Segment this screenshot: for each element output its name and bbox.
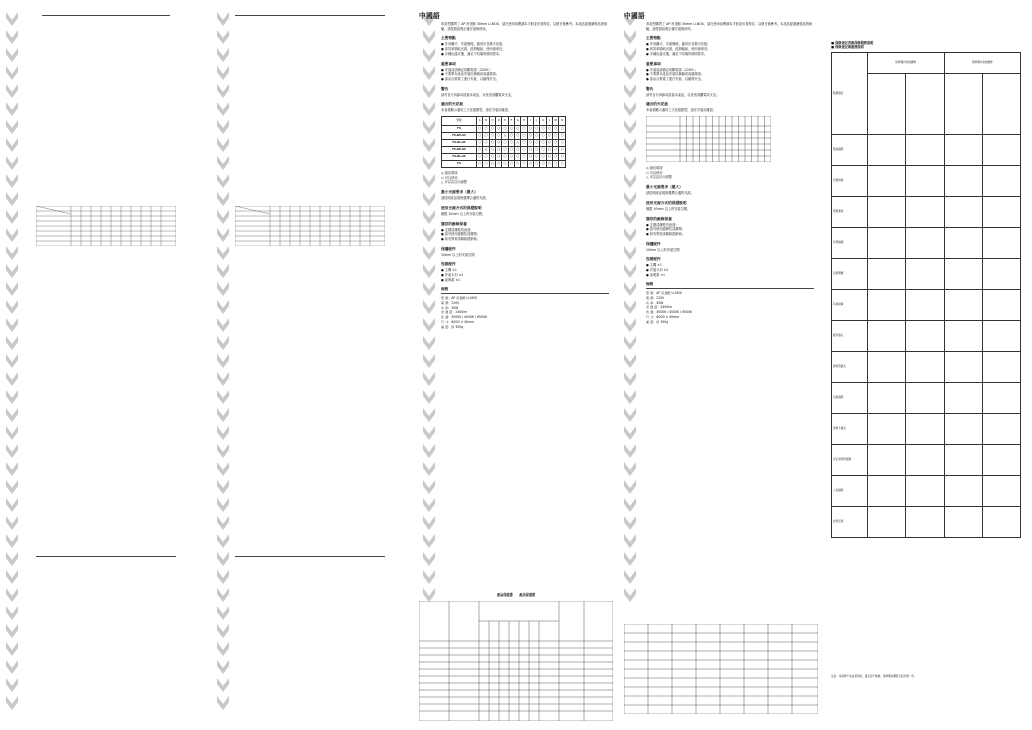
warranty-panel xyxy=(823,0,1032,730)
section-spec: 規格 型 號：AP 吊頂燈 Li-NOX 電 源：220V 功 率：30W 光 通 量：2400lm 色 溫：3000K / 4000K / 6500K 尺 寸：Φ200 × 40mm 重 量：約 350g xyxy=(441,287,609,329)
table-row: 燈具損壞 xyxy=(832,135,1021,166)
section-protection: 保護配件 10mm 以上的安裝空間 xyxy=(441,246,475,257)
language-header: 中國語 xyxy=(419,12,441,20)
table-row: 說明書遺失 xyxy=(832,352,1021,383)
section-warning: 警告 請勿自行拆卸或改裝本產品，以免造成觸電或火災。 xyxy=(441,86,515,97)
table-row: FS ○ ○ △ ○ ○ ○ ○ ○ ○ ○ ○ ○ ○ ○ xyxy=(442,161,566,168)
warranty-card-title: 產品保證書 產品保證書 xyxy=(496,593,536,597)
table-row: 光源故障 xyxy=(832,166,1021,197)
manual-body xyxy=(441,22,609,330)
table-row: 其他故障 xyxy=(832,290,1021,321)
section-ceiling: 適合的天花板 本表格顯示適用之天花板類型，請在安裝前確認。 xyxy=(441,102,512,113)
chevron-strip xyxy=(4,10,20,725)
bottom-rule xyxy=(235,556,385,557)
table-row: 配件遺失 xyxy=(832,321,1021,352)
warranty-title-2: ■ 保修登記與服務說明 xyxy=(831,44,864,49)
warranty-grid xyxy=(419,601,613,721)
table-row: 包裝損壞 xyxy=(832,383,1021,414)
section-min-light: 最小光源要求（最大） 請按照產品規格選擇合適的光源。 xyxy=(441,190,489,201)
spec-line: 光 通 量：2400lm xyxy=(441,310,468,315)
section-important: 重要事項 ● 安裝前請務必切斷電源（220V）； ● 不要將本產品安裝於潮濕或高溫環境； ● 請由合格電工進行安裝，以確保安全。 xyxy=(441,61,499,81)
compatibility-table xyxy=(441,116,566,168)
section-maintenance: 儲存的維修保養 ● 定期清潔燈具表面； ● 請勿使用腐蝕性清潔劑； ● 如有異常請聯絡經銷商。 xyxy=(441,221,480,241)
table-row: 非正常使用損壞 xyxy=(832,445,1021,476)
legend-notes: ◎ 最佳環境 ○ 可以使用 △ 可以由自行調整 xyxy=(441,171,467,185)
section-features: 主要特點 ● 外形纖巧、安裝簡便，適用於各類天花板； ● 高效率節能光源，低熱輻射，使用壽命長； ● 多種色溫可選，滿足不同場所照明需求。 xyxy=(441,36,506,56)
table-row: 安裝問題 xyxy=(832,259,1021,290)
mini-table-graphic xyxy=(36,206,176,246)
table-header-row: 型號 A B C D E F G H I J K L M N xyxy=(442,117,566,126)
table-row: 電源異常 xyxy=(832,197,1021,228)
top-rule xyxy=(235,15,385,16)
manual-panel-left xyxy=(413,0,618,730)
warranty-footnote: 注意：本保修卡需妥善保存，遺失恕不補發。保修期自購買日起計算一年。 xyxy=(831,675,917,678)
intro-text: 恭喜您購買了 AP 吊頂無 30mm Li-NOX，請在使用前閱讀本手冊並妥善保存，以便日後參考。本產品經過嚴格品質檢驗，請按照說明正確安裝與使用。 xyxy=(441,22,608,31)
spec-line: 功 率：30W xyxy=(441,305,459,310)
warranty-card xyxy=(419,594,613,725)
table-row: 自然災害 xyxy=(832,507,1021,538)
chevron-strip xyxy=(622,10,638,725)
manual-panel-right xyxy=(618,0,823,730)
spec-line: 色 溫：3000K / 4000K / 6500K xyxy=(441,315,487,320)
spec-line: 重 量：約 350g xyxy=(441,324,464,329)
mini-table-graphic xyxy=(235,206,385,246)
warranty-title-1: ■ 保修登記表與保修服務說明 xyxy=(831,41,874,45)
bottom-rule xyxy=(36,556,176,557)
blank-panel-2 xyxy=(205,0,413,730)
table-row: FS ○ ○ ○ ○ ○ ○ ○ ○ ○ ○ ○ ○ ○ ○ xyxy=(442,126,566,133)
section-accessories: 包裝配件 ● 主機 ×1 ● 安裝卡扣 ×2 ● 說明書 ×1 xyxy=(441,262,464,282)
table-row: 外殼破損 xyxy=(832,228,1021,259)
chevron-strip xyxy=(215,10,231,725)
spec-line: 尺 寸：Φ200 × 40mm xyxy=(441,319,475,324)
warranty-card-right xyxy=(624,624,818,718)
table-row: 保修卡遺失 xyxy=(832,414,1021,445)
warranty-titles xyxy=(831,42,991,49)
language-header: 中國語 xyxy=(624,12,646,20)
table-row: FS-DP-05 ○ △ ○ ○ ○ ○ ○ ○ ○ ○ ○ ○ ○ ○ xyxy=(442,147,566,154)
section-warranty-usage: 使用光源方式的保證說明 僅限 10mm 以上的安裝空間。 xyxy=(441,205,486,216)
warranty-grid xyxy=(624,624,818,714)
top-rule xyxy=(42,15,170,16)
compatibility-table-mirror xyxy=(646,116,771,162)
manual-body-mirror: 恭喜您購買了 AP 吊頂無 30mm Li-NOX，請在使用前閱讀本手冊並妥善保存，以便日後參考。本產品經過嚴格品質檢驗，請按照說明正確安裝與使用。 主要特點 ● 外形纖巧、安裝簡便，適用於各類天花板； ● 高效率節能光源，低熱輻射，使用壽命長； ● 多種色溫可選，滿足不同場所照明需求。 重要事項 ● 安裝前請務必切斷電源（220V）； ● 不要將本產品安裝於潮濕或高溫環境； ● 請由合格電工進行安裝，以確保安全。 警告 請勿自行拆卸或改裝本產品，以免造成觸電或火災。 適合的天花板 本表格顯示適用之天花板類型，請在安裝前確認。 ◎ 最佳環境 ○ 可以使用 △ 可以由自行調整 最小光源要求（最大） 請按照產品規格選擇合適的光源。 使用光源方式的保證說明 僅限 10mm 以上的安裝空間。 儲存的維修保養 ● 定期清潔燈具表面； ● 請勿使用腐蝕性清潔劑； ● 如有異常請聯絡經銷商。 保護配件 10mm 以上的安裝空間 包裝配件 ● 主機 ×1 ● 安裝卡扣 ×2 ● 說明書 ×1 規格 型 號：AP 吊頂燈 Li-NOX 電 源：220V 功 率：30W 光 通 量：2400lm 色 溫：3000K / 4000K / 6500K 尺 寸：Φ200 × 40mm 重 量：約 350g xyxy=(646,22,813,324)
spec-line: 型 號：AP 吊頂燈 Li-NOX xyxy=(441,295,477,300)
spec-line: 電 源：220V xyxy=(441,300,460,305)
table-row: FS-DL-03 ○ ○ ○ ○ ○ ○ △ ○ ○ ○ ○ ○ ○ ○ xyxy=(442,140,566,147)
warranty-service-table: 服務項目 保修期內免費維修 保修期外收費維修 燈具損壞 光源故障 電源異常 外殼破損 安裝問題 其他故障 配件遺失 說明書遺失 包裝損壞 保修卡遺失 非正常使用損壞 人為損壞 自然災害 xyxy=(831,52,1021,538)
table-row: 人為損壞 xyxy=(832,476,1021,507)
table-row: FS-DL-05 ○ ○ ○ ○ ○ ○ ○ ○ ○ ○ ○ ○ ○ ○ xyxy=(442,154,566,161)
blank-panel-1 xyxy=(0,0,205,730)
table-row: FS-DP-03 ○ ○ ○ ○ △ ○ ○ ○ ○ ○ ○ ○ ○ ○ xyxy=(442,133,566,140)
